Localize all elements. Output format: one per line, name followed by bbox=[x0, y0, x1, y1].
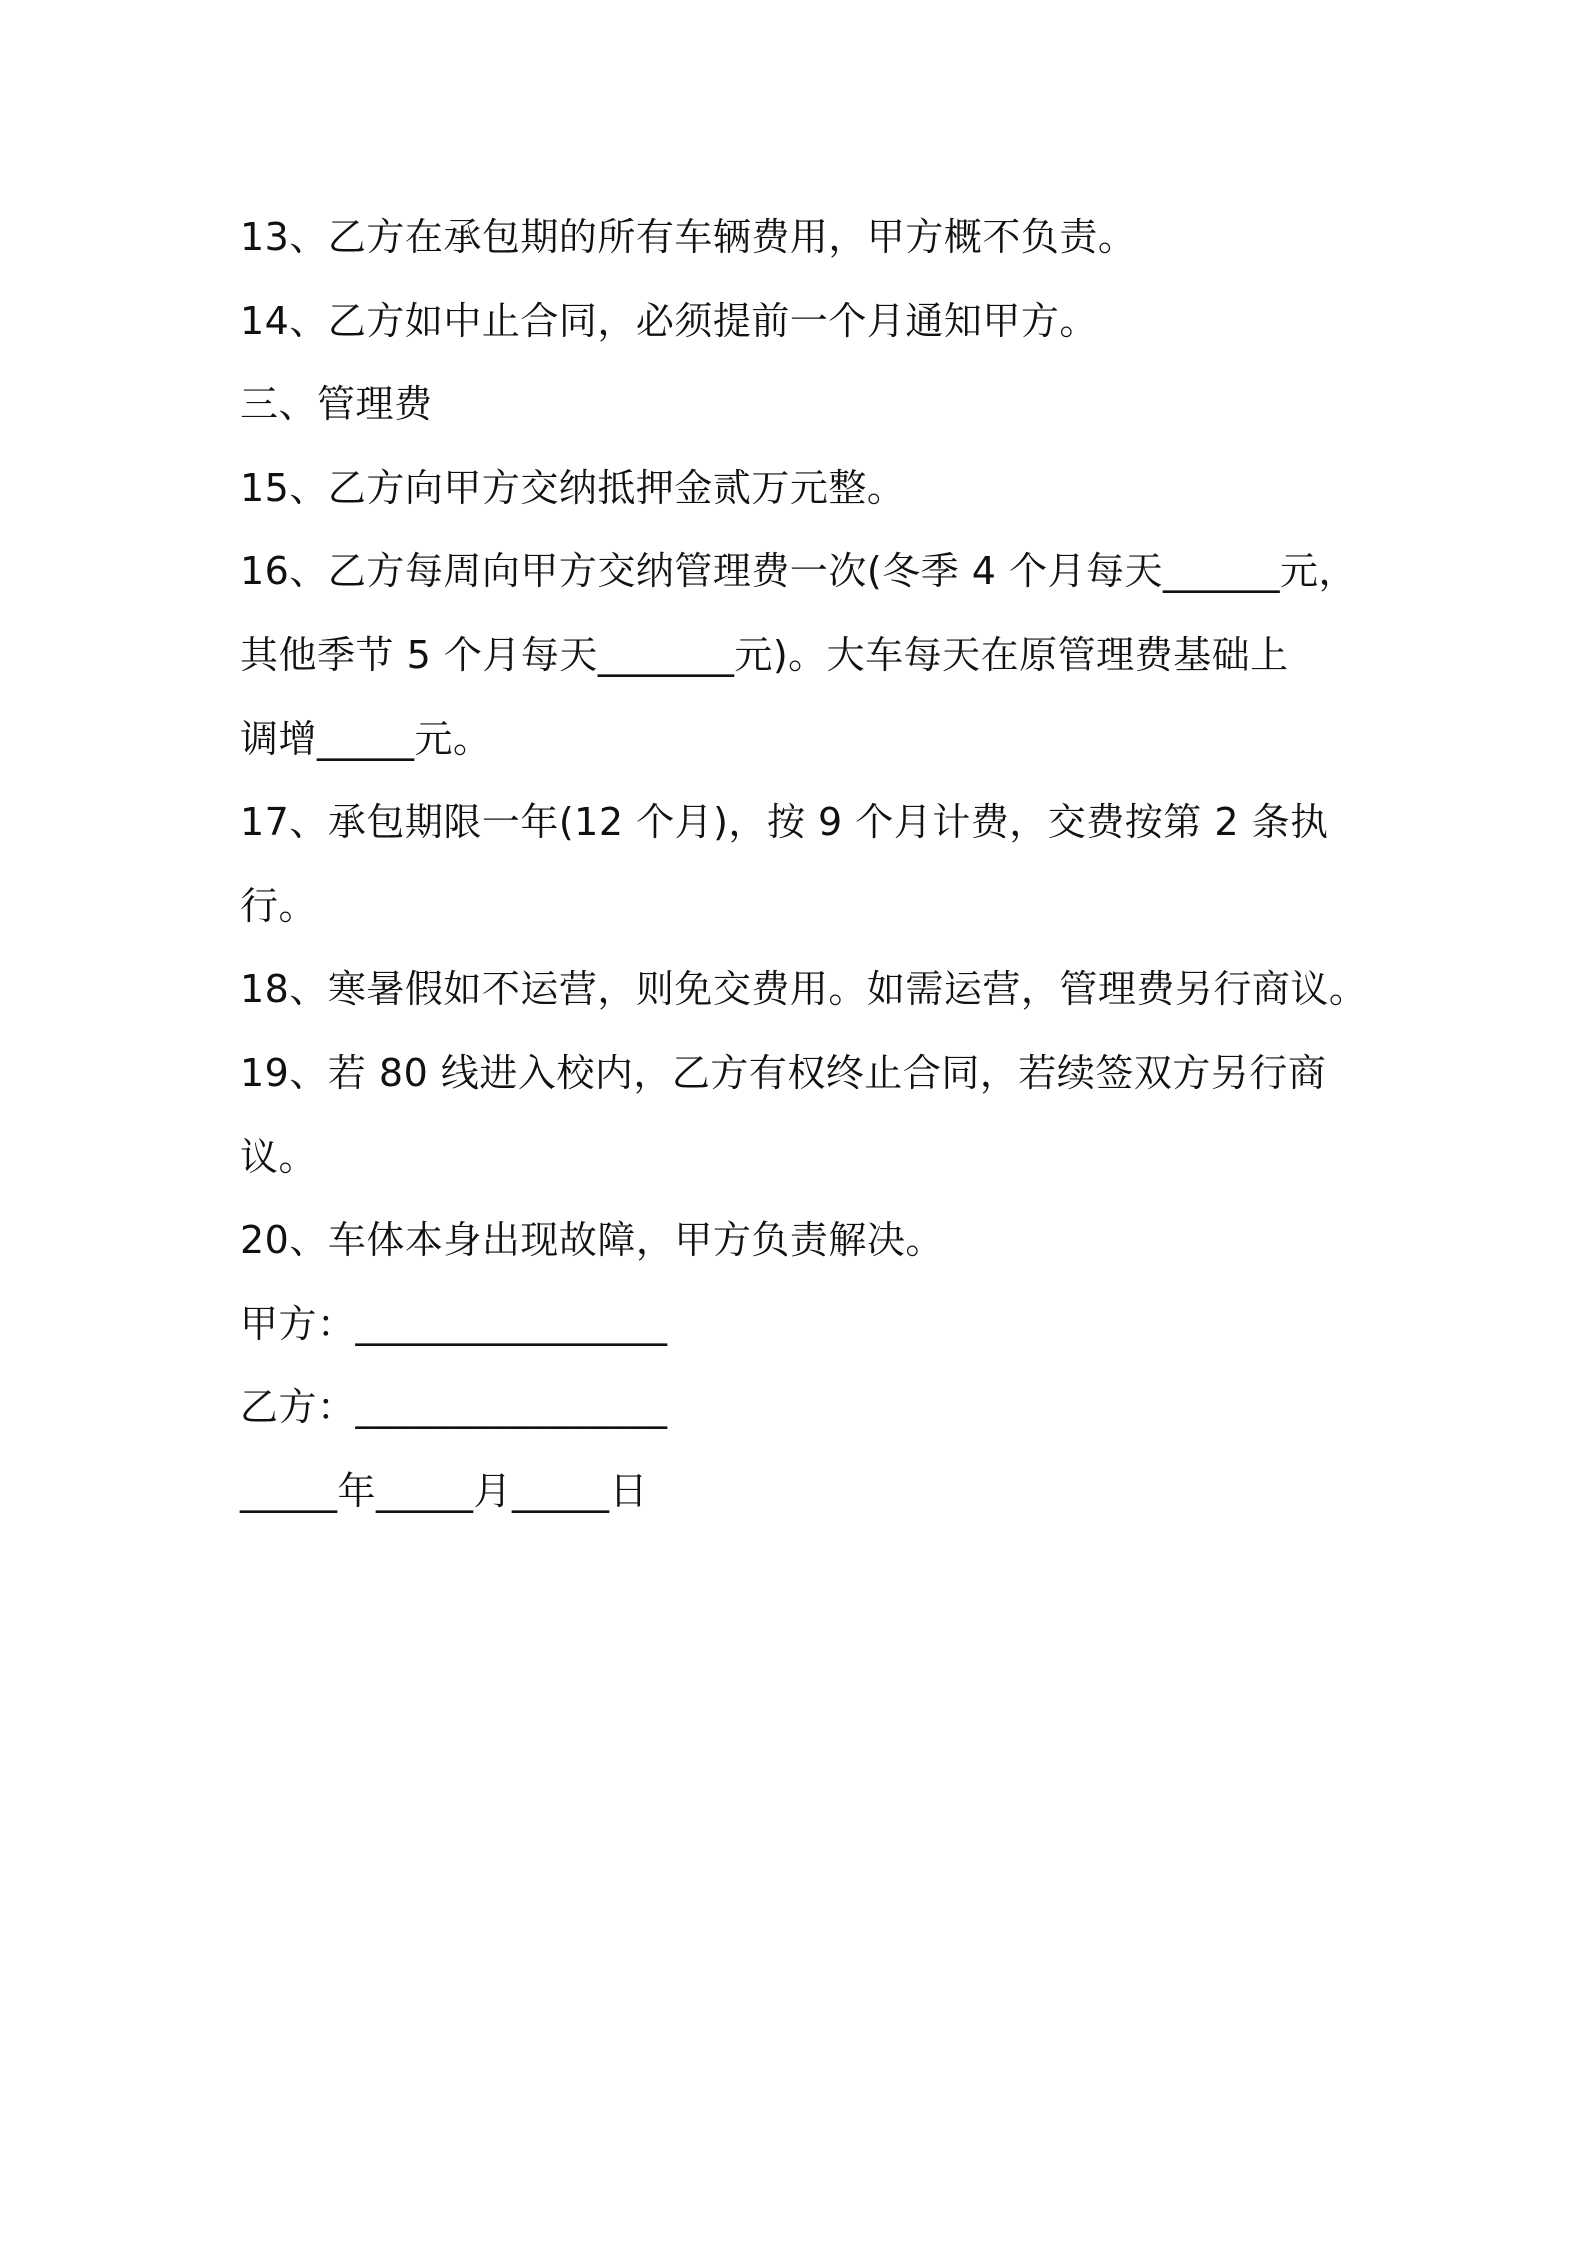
section-heading-management-fee: 三、管理费 bbox=[240, 382, 433, 427]
clause-19-line-1: 19、若 80 线进入校内，乙方有权终止合同，若续签双方另行商 bbox=[240, 1050, 1327, 1095]
clause-16-line-2: 其他季节 5 个月每天_______元)。大车每天在原管理费基础上 bbox=[240, 632, 1289, 677]
party-a-signature-line: 甲方：________________ bbox=[240, 1301, 668, 1346]
clause-16-line-1: 16、乙方每周向甲方交纳管理费一次(冬季 4 个月每天______元， bbox=[240, 549, 1358, 594]
document-body bbox=[240, 196, 1368, 1534]
clause-19-line-2: 议。 bbox=[240, 1134, 318, 1179]
party-b-signature-line: 乙方：________________ bbox=[240, 1385, 668, 1430]
clause-17-line-2: 行。 bbox=[240, 883, 318, 928]
clause-14: 14、乙方如中止合同，必须提前一个月通知甲方。 bbox=[240, 298, 1098, 343]
date-line: _____年_____月_____日 bbox=[240, 1468, 649, 1513]
clause-20: 20、车体本身出现故障，甲方负责解决。 bbox=[240, 1218, 944, 1263]
clause-16-line-3: 调增_____元。 bbox=[240, 716, 492, 761]
clause-13: 13、乙方在承包期的所有车辆费用，甲方概不负责。 bbox=[240, 215, 1137, 259]
clause-17-line-1: 17、承包期限一年(12 个月)，按 9 个月计费，交费按第 2 条执 bbox=[240, 800, 1329, 845]
clause-18: 18、寒暑假如不运营，则免交费用。如需运营，管理费另行商议。 bbox=[240, 967, 1368, 1012]
clause-15: 15、乙方向甲方交纳抵押金贰万元整。 bbox=[240, 465, 906, 510]
